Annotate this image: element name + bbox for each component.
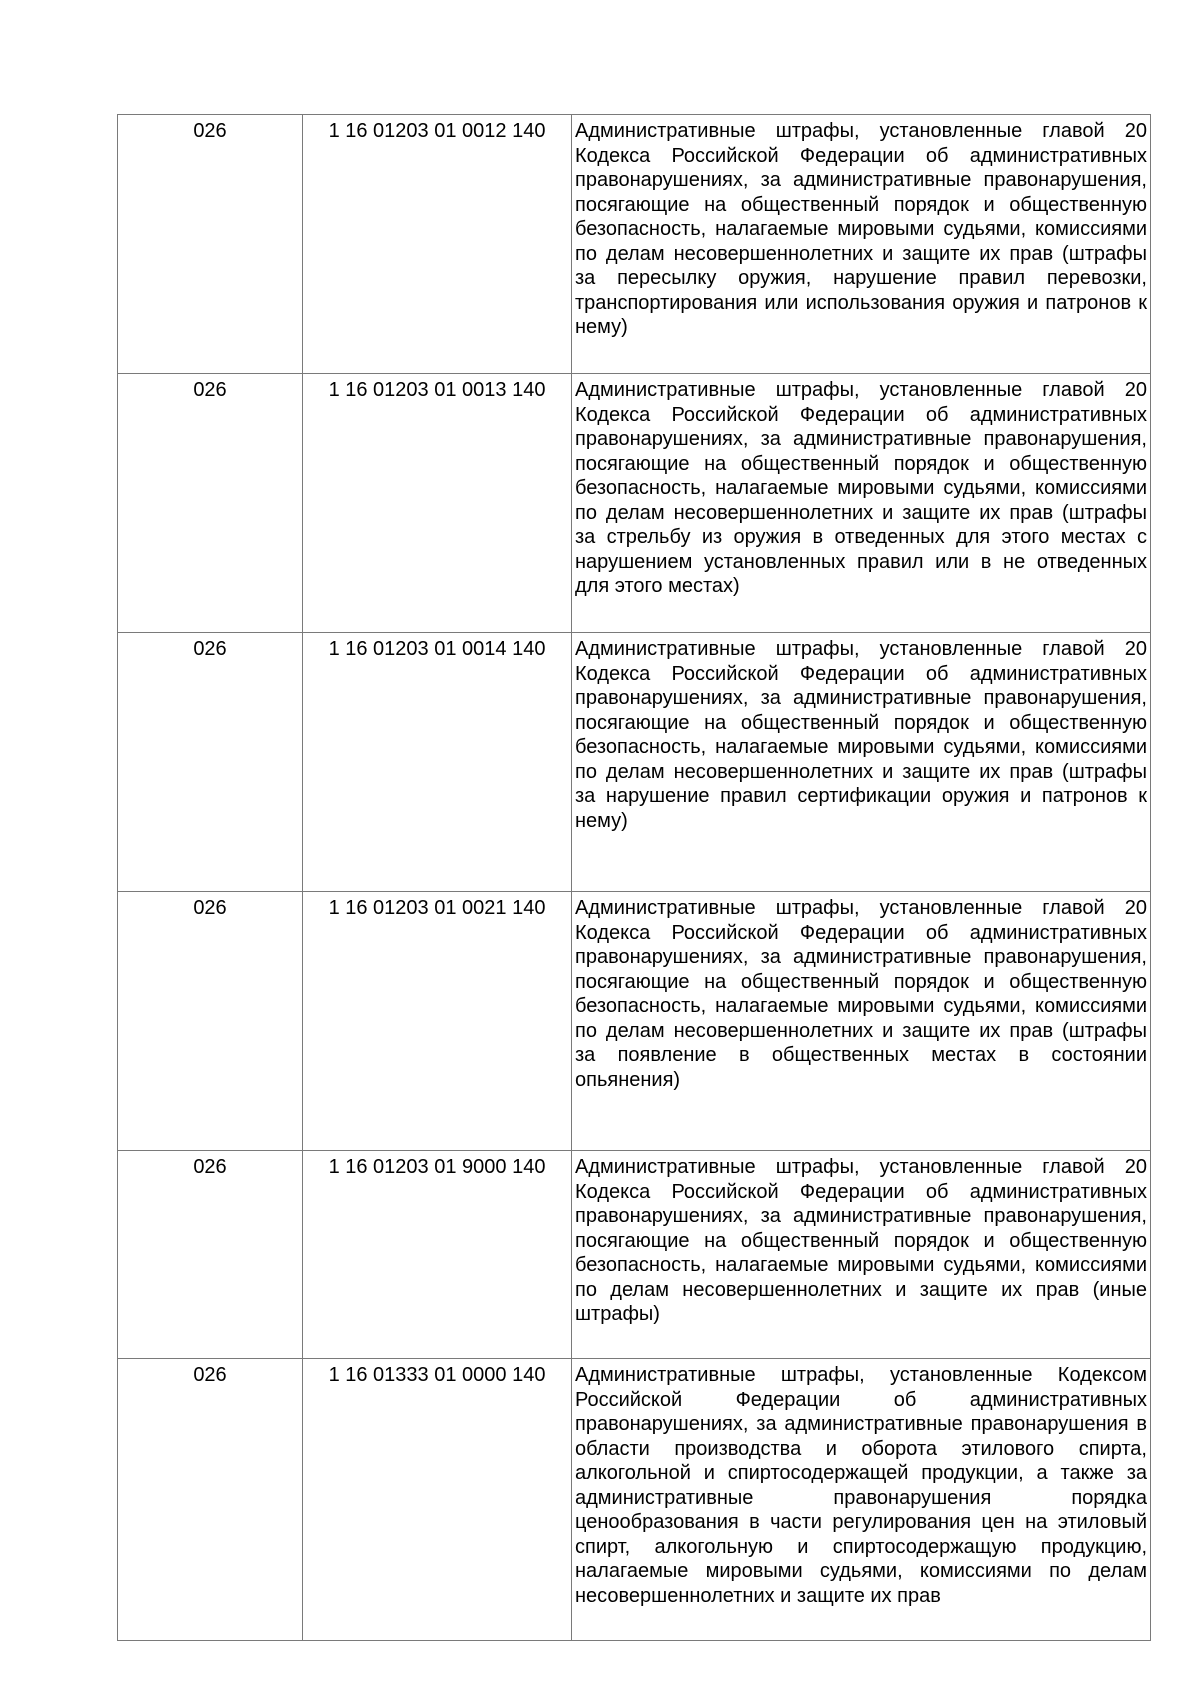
table-row (118, 1151, 1151, 1359)
description-text: Административные штрафы, установленные главой 20 Кодекса Российской Федерации об административных правонарушениях, за административные правонарушения, посягающие на общественный порядок и общественную безопасность, налагаемые мировыми судьями, комиссиями по делам несовершеннолетних и защите их прав (штрафы за нарушение правил сертификации оружия и патронов к нему) (575, 638, 1147, 832)
kbk-code-cell: 1 16 01203 01 0013 140 (303, 374, 572, 633)
description-cell (572, 892, 1151, 1151)
table-row (118, 1359, 1151, 1641)
description-cell (572, 374, 1151, 633)
kbk-code-cell: 1 16 01203 01 9000 140 (303, 1151, 572, 1359)
kbk-code-cell: 1 16 01203 01 0012 140 (303, 115, 572, 374)
description-text: Административные штрафы, установленные главой 20 Кодекса Российской Федерации об административных правонарушениях, за административные правонарушения, посягающие на общественный порядок и общественную безопасность, налагаемые мировыми судьями, комиссиями по делам несовершеннолетних и защите их прав (штрафы за стрельбу из оружия в отведенных для этого местах с нарушением установленных правил или в не отведенных для этого местах) (575, 379, 1147, 597)
description-text: Административные штрафы, установленные главой 20 Кодекса Российской Федерации об административных правонарушениях, за административные правонарушения, посягающие на общественный порядок и общественную безопасность, налагаемые мировыми судьями, комиссиями по делам несовершеннолетних и защите их прав (штрафы за появление в общественных местах в состоянии опьянения) (575, 897, 1147, 1091)
description-cell (572, 115, 1151, 374)
admin-code-cell: 026 (118, 374, 303, 633)
budget-codes-table (117, 114, 1151, 1641)
description-cell (572, 1151, 1151, 1359)
description-cell (572, 633, 1151, 892)
admin-code-cell: 026 (118, 892, 303, 1151)
table-row (118, 115, 1151, 374)
description-cell (572, 1359, 1151, 1641)
description-text: Административные штрафы, установленные главой 20 Кодекса Российской Федерации об административных правонарушениях, за административные правонарушения, посягающие на общественный порядок и общественную безопасность, налагаемые мировыми судьями, комиссиями по делам несовершеннолетних и защите их прав (штрафы за пересылку оружия, нарушение правил перевозки, транспортирования или использования оружия и патронов к нему) (575, 120, 1147, 338)
table-row (118, 892, 1151, 1151)
description-text: Административные штрафы, установленные главой 20 Кодекса Российской Федерации об административных правонарушениях, за административные правонарушения, посягающие на общественный порядок и общественную безопасность, налагаемые мировыми судьями, комиссиями по делам несовершеннолетних и защите их прав (иные штрафы) (575, 1156, 1147, 1325)
admin-code-cell: 026 (118, 633, 303, 892)
description-text: Административные штрафы, установленные Кодексом Российской Федерации об административных правонарушениях, за административные правонарушения в области производства и оборота этилового спирта, алкогольной и спиртосодержащей продукции, а также за административные правонарушения порядка ценообразования в части регулирования цен на этиловый спирт, алкогольную и спиртосодержащую продукцию, налагаемые мировыми судьями, комиссиями по делам несовершеннолетних и защите их прав (575, 1364, 1147, 1607)
admin-code-cell: 026 (118, 115, 303, 374)
kbk-code-cell: 1 16 01203 01 0014 140 (303, 633, 572, 892)
table-row (118, 374, 1151, 633)
table-row (118, 633, 1151, 892)
kbk-code-cell: 1 16 01333 01 0000 140 (303, 1359, 572, 1641)
admin-code-cell: 026 (118, 1359, 303, 1641)
kbk-code-cell: 1 16 01203 01 0021 140 (303, 892, 572, 1151)
admin-code-cell: 026 (118, 1151, 303, 1359)
